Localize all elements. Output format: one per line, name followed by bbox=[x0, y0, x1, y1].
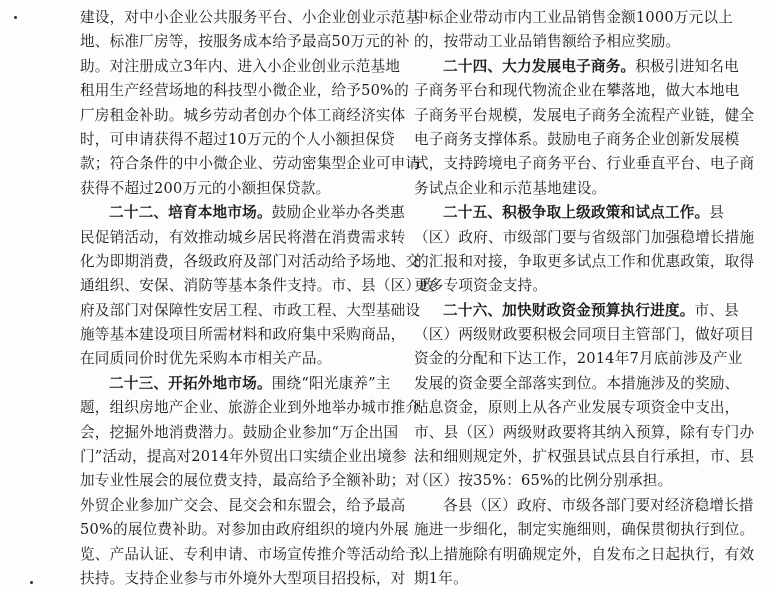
text-line: 的汇报和对接，争取更多试点工作和优惠政策，取得 bbox=[414, 252, 755, 270]
section-25-title: 二十五、积极争取上级政策和试点工作。 bbox=[443, 204, 710, 222]
text-line: 子商务平台规模，发展电子商务全流程产业链，健全 bbox=[414, 106, 755, 124]
text-line: （区）政府、市级部门要与省级部门加强稳增长措施 bbox=[414, 228, 755, 246]
text-segment: 围绕“阳光康养”主 bbox=[271, 374, 391, 392]
text-line: 法和细则规定外，扩权强县试点县自行承担，市、县 bbox=[414, 448, 755, 466]
text-line: 50%的展位费补助。对参加由政府组织的境内外展 bbox=[80, 521, 409, 539]
text-line: 会，挖掘外地消费潜力。鼓励企业参加“万企出国 bbox=[80, 423, 399, 441]
text-line: 时，可申请获得不超过10万元的个人小额担保贷 bbox=[80, 130, 395, 148]
section-23-title: 二十三、开拓外地市场。 bbox=[109, 374, 272, 392]
text-line: 电子商务支撑体系。鼓励电子商务企业创新发展模 bbox=[414, 130, 740, 148]
section-23-first-line bbox=[80, 372, 391, 396]
text-line: 中标企业带动市内工业品销售金额1000万元以上 bbox=[414, 9, 734, 26]
scan-mark bbox=[30, 581, 33, 584]
text-line: 资金的分配和下达工作，2014年7月底前涉及产业 bbox=[414, 350, 743, 368]
closing-paragraph-first-line: 各县（区）政府、市级各部门要对经济稳增长措 bbox=[443, 496, 754, 514]
text-line: 门”活动，提高对2014年外贸出口实绩企业出境参 bbox=[80, 448, 407, 466]
section-24-title: 二十四、大力发展电子商务。 bbox=[443, 57, 636, 75]
text-line: 地、标准厂房等，按服务成本给予最高50万元的补 bbox=[80, 33, 410, 51]
right-column bbox=[414, 6, 755, 591]
text-segment: 积极引进知名电 bbox=[635, 57, 739, 75]
text-line: 府及部门对保障性安居工程、市政工程、大型基础设 bbox=[80, 301, 421, 319]
text-line: 民促销活动，有效推动城乡居民将潜在消费需求转 bbox=[80, 228, 406, 246]
text-line: 题，组织房地产企业、旅游企业到外地举办城市推介 bbox=[80, 399, 421, 417]
text-line: 化为即期消费，各级政府及部门对活动给予场地、交 bbox=[80, 252, 421, 270]
text-line: 租用生产经营场地的科技型小微企业，给予50%的 bbox=[80, 82, 409, 100]
section-26-first-line bbox=[414, 299, 739, 323]
text-line: 加专业性展会的展位费支持，最高给予全额补助；对 bbox=[80, 472, 421, 490]
text-line: 以上措施除有明确规定外，自发布之日起执行，有效 bbox=[414, 545, 755, 563]
left-column bbox=[80, 6, 436, 591]
text-line: （区）两级财政要积极会同项目主管部门，做好项目 bbox=[414, 326, 755, 344]
text-segment: 鼓励企业举办各类惠 bbox=[271, 204, 405, 222]
text-line: 子商务平台和现代物流企业在攀落地，做大本地电 bbox=[414, 82, 740, 100]
text-line: 扶持。支持企业参与市外境外大型项目招投标，对 bbox=[80, 569, 406, 587]
text-line: 式，支持跨境电子商务平台、行业垂直平台、电子商 bbox=[414, 155, 755, 173]
text-line: 施进一步细化，制定实施细则，确保贯彻执行到位。 bbox=[414, 521, 755, 539]
text-line: 的，按带动工业品销售额给予相应奖励。 bbox=[414, 33, 681, 51]
text-line: （区）按35%：65%的比例分别承担。 bbox=[414, 472, 673, 490]
text-line: 获得不超过200万元的小额担保贷款。 bbox=[80, 179, 331, 197]
section-25-first-line bbox=[414, 201, 725, 225]
text-segment: 市、县 bbox=[694, 301, 739, 319]
text-line: 外贸企业参加广交会、昆交会和东盟会，给予最高 bbox=[80, 496, 406, 514]
text-line: 贴息资金，原则上从各产业发展专项资金中支出， bbox=[414, 399, 740, 417]
text-line: 助。对注册成立3年内、进入小企业创业示范基地 bbox=[80, 57, 401, 75]
text-line: 期1年。 bbox=[414, 569, 468, 587]
text-line: 建设，对中小企业公共服务平台、小企业创业示范基 bbox=[80, 9, 421, 26]
text-line: 发展的资金要全部落实到位。本措施涉及的奖励、 bbox=[414, 374, 740, 392]
text-line: 市、县（区）两级财政要将其纳入预算，除有专门办 bbox=[414, 423, 755, 441]
text-line: 通组织、安保、消防等基本条件支持。市、县（区）政 bbox=[80, 277, 436, 295]
scan-mark bbox=[14, 16, 17, 19]
text-line: 厂房租金补助。城乡劳动者创办个体工商经济实体 bbox=[80, 106, 406, 124]
text-line: 在同质同价时优先采购本市相关产品。 bbox=[80, 350, 332, 368]
text-line: 务试点企业和示范基地建设。 bbox=[414, 179, 607, 197]
text-line: 款；符合条件的中小微企业、劳动密集型企业可申请 bbox=[80, 155, 421, 173]
text-line: 览、产品认证、专利申请、市场宣传推介等活动给予 bbox=[80, 545, 421, 563]
section-26-title: 二十六、加快财政资金预算执行进度。 bbox=[443, 301, 695, 319]
section-24-first-line bbox=[414, 55, 739, 79]
section-22-first-line bbox=[80, 201, 405, 225]
section-22-title: 二十二、培育本地市场。 bbox=[109, 204, 272, 222]
text-line: 施等基本建设项目所需材料和政府集中采购商品， bbox=[80, 326, 406, 344]
text-segment: 县 bbox=[709, 204, 725, 222]
text-line: 更多专项资金支持。 bbox=[414, 277, 548, 295]
